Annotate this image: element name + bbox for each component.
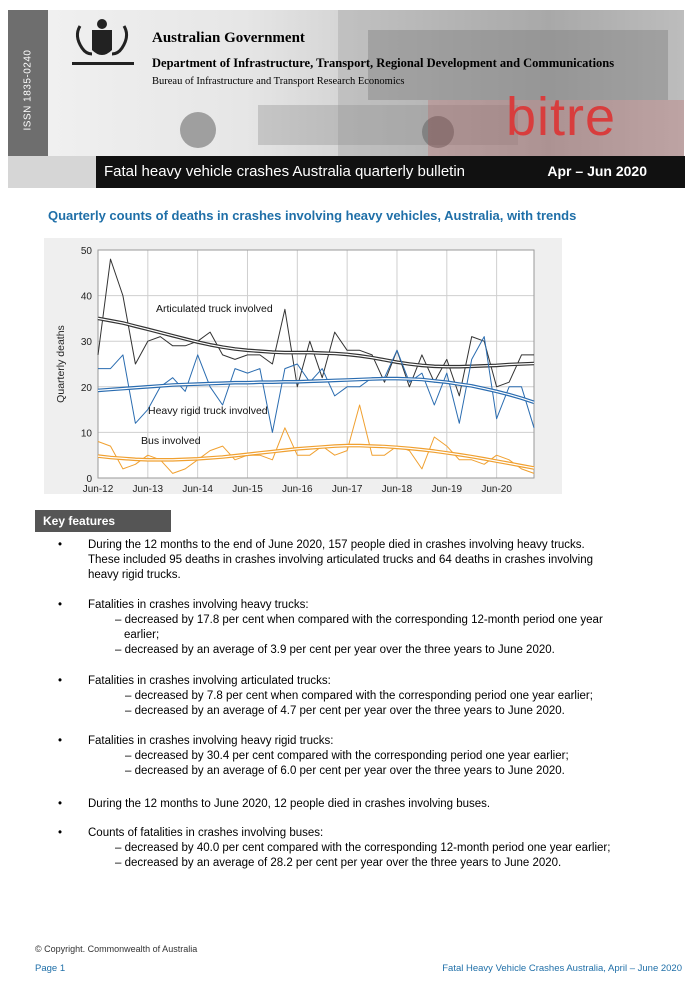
bulletin-title: Fatal heavy vehicle crashes Australia quarterly bulletin — [104, 163, 466, 180]
y-tick-label: 20 — [80, 382, 92, 394]
key-feature-text: Counts of fatalities in crashes involving buses: — [88, 827, 324, 839]
x-tick-label: Jun-18 — [381, 484, 413, 494]
issn-strip — [8, 10, 48, 156]
bullet-icon: • — [58, 599, 63, 611]
government-name: Australian Government — [152, 30, 305, 46]
deaths-line-chart — [44, 238, 562, 494]
key-feature-text: Fatalities in crashes involving articulated trucks: — [88, 675, 331, 687]
key-feature-item — [58, 674, 618, 719]
bitre-logo: bitre — [506, 87, 617, 147]
x-tick-label: Jun-20 — [481, 484, 512, 494]
key-feature-subitem: – decreased by 17.8 per cent when compared with the corresponding 12-month period one year earlier; — [115, 614, 603, 641]
y-tick-label: 50 — [80, 246, 92, 257]
bullet-icon: • — [58, 539, 63, 551]
key-feature-subitem: – decreased by an average of 6.0 per cent per year over the three years to June 2020. — [125, 765, 565, 777]
bulletin-title-bar — [96, 156, 685, 188]
footer-document-title: Fatal Heavy Vehicle Crashes Australia, April – June 2020 — [442, 963, 682, 974]
y-tick-label: 0 — [86, 474, 92, 485]
y-tick-label: 40 — [80, 291, 92, 303]
key-feature-subitem: – decreased by 30.4 per cent compared with the corresponding period one year earlier; — [125, 750, 569, 762]
series-annotation: Heavy rigid truck involved — [148, 405, 268, 417]
x-tick-label: Jun-17 — [331, 484, 363, 494]
chart-panel — [44, 238, 562, 494]
y-tick-label: 10 — [80, 428, 92, 440]
x-tick-label: Jun-13 — [132, 484, 164, 494]
key-feature-item — [58, 797, 618, 812]
key-feature-subitem: – decreased by 40.0 per cent compared with the corresponding 12-month period one year earlier; — [115, 842, 611, 854]
key-feature-text: During the 12 months to June 2020, 12 people died in crashes involving buses. — [88, 798, 491, 810]
bulletin-date: Apr – Jun 2020 — [547, 163, 647, 179]
key-feature-item — [58, 826, 618, 871]
x-tick-label: Jun-14 — [182, 484, 213, 494]
page-number: Page 1 — [35, 963, 66, 974]
x-tick-label: Jun-15 — [232, 484, 263, 494]
bureau-name: Bureau of Infrastructure and Transport Research Economics — [152, 76, 405, 87]
key-feature-item — [58, 598, 618, 658]
chart-heading: Quarterly counts of deaths in crashes involving heavy vehicles, Australia, with trends — [48, 208, 577, 223]
y-tick-label: 30 — [80, 337, 92, 349]
issn-label: ISSN 1835-0240 — [22, 49, 34, 131]
bullet-icon: • — [58, 798, 63, 810]
coat-of-arms-icon — [62, 16, 144, 74]
key-feature-subitem: – decreased by an average of 3.9 per cent per year over the three years to June 2020. — [115, 644, 555, 656]
x-tick-label: Jun-16 — [282, 484, 313, 494]
series-annotation: Bus involved — [141, 435, 201, 447]
x-tick-label: Jun-19 — [431, 484, 463, 494]
series-annotation: Articulated truck involved — [156, 303, 273, 315]
key-features-heading: Key features — [35, 510, 171, 532]
copyright-notice: © Copyright. Commonwealth of Australia — [35, 944, 198, 954]
key-feature-text: During the 12 months to the end of June 2020, 157 people died in crashes involving heavy trucks. These included 95 deaths in crashes involving articulated trucks and 64 deaths in crashes involving heavy rigid trucks. — [88, 539, 594, 581]
x-tick-label: Jun-12 — [82, 484, 114, 494]
bullet-icon: • — [58, 827, 63, 839]
y-axis-label: Quarterly deaths — [55, 325, 67, 403]
key-feature-text: Fatalities in crashes involving heavy rigid trucks: — [88, 735, 334, 747]
bullet-icon: • — [58, 735, 63, 747]
key-feature-subitem: – decreased by an average of 28.2 per cent per year over the three years to June 2020. — [115, 857, 562, 869]
title-bar-accent — [8, 156, 96, 188]
key-feature-item — [58, 538, 618, 583]
key-feature-subitem: – decreased by 7.8 per cent when compared with the corresponding period one year earlier; — [125, 690, 593, 702]
key-feature-subitem: – decreased by an average of 4.7 per cent per year over the three years to June 2020. — [125, 705, 565, 717]
department-name: Department of Infrastructure, Transport, Regional Development and Communications — [152, 56, 615, 70]
key-feature-text: Fatalities in crashes involving heavy trucks: — [88, 599, 309, 611]
key-feature-item — [58, 734, 618, 779]
bullet-icon: • — [58, 675, 63, 687]
